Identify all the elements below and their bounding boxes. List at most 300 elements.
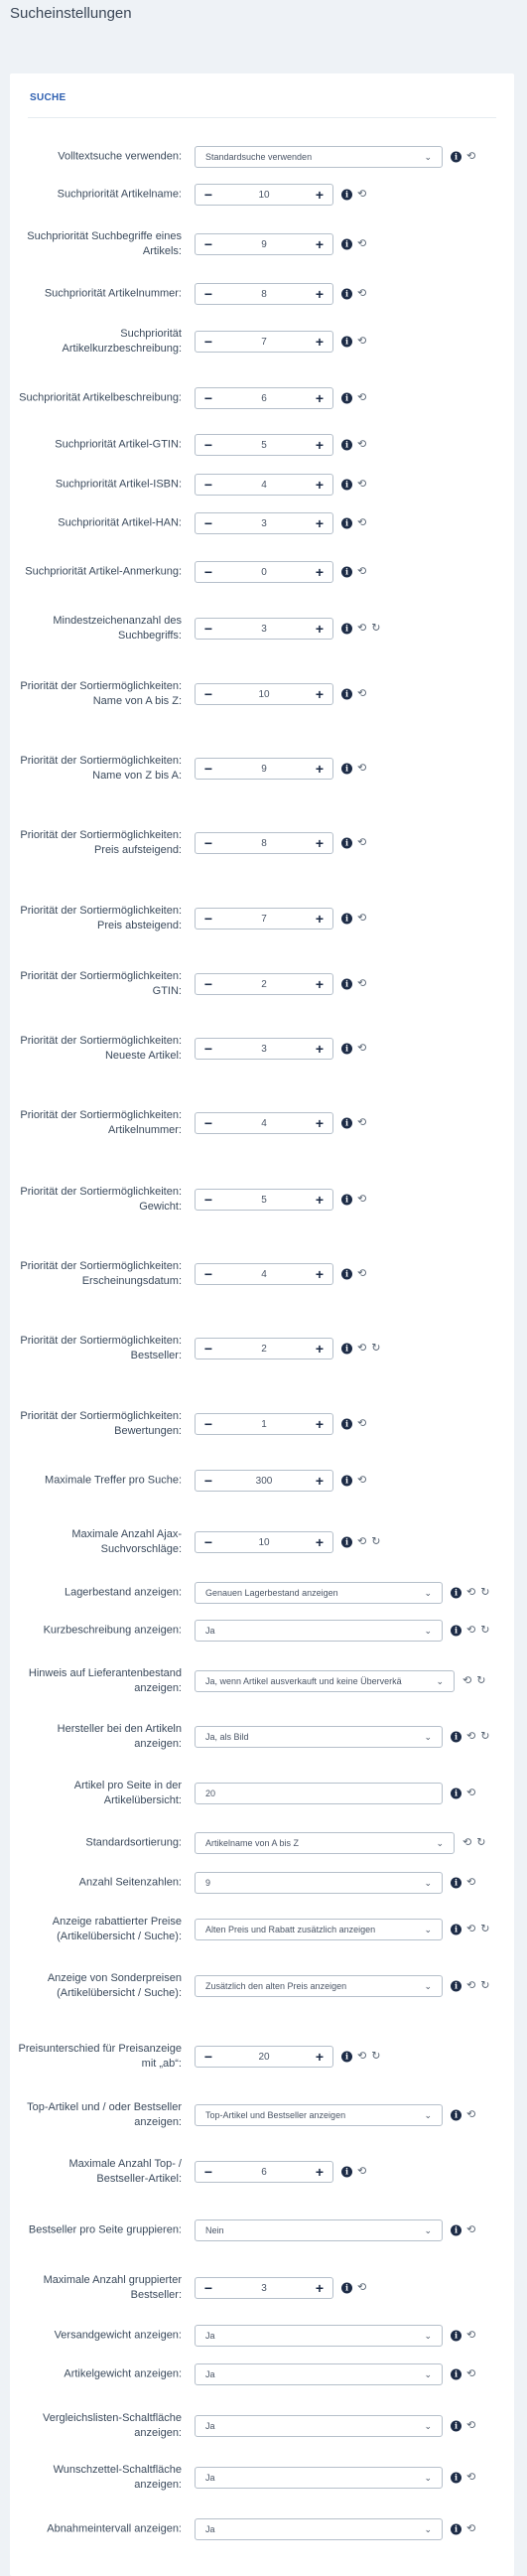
info-icon[interactable]: i: [451, 1626, 461, 1637]
stepper-value[interactable]: 300: [255, 1475, 273, 1487]
reset-icon[interactable]: ⟲: [357, 1342, 367, 1355]
setting-label: Suchpriorität Suchbegriffe eines Artikels:: [27, 230, 182, 257]
chevron-down-icon: ⌄: [424, 1625, 432, 1636]
decrement-button[interactable]: −: [203, 286, 213, 302]
decrement-button[interactable]: −: [203, 1341, 213, 1357]
select-dropdown[interactable]: [195, 1620, 443, 1642]
reset-icon[interactable]: ⟲: [357, 565, 367, 578]
reset-icon[interactable]: ⟲: [466, 1979, 476, 1992]
info-icon[interactable]: i: [451, 1878, 461, 1889]
increment-button[interactable]: +: [315, 1266, 325, 1282]
decrement-button[interactable]: −: [203, 437, 213, 453]
increment-button[interactable]: +: [315, 835, 325, 851]
reset-icon[interactable]: ⟲: [466, 2522, 476, 2535]
number-stepper[interactable]: [195, 1263, 333, 1285]
info-icon[interactable]: i: [341, 518, 352, 529]
number-stepper[interactable]: [195, 387, 333, 409]
setting-label: Preisunterschied für Preisanzeige mit „ab“:: [18, 2043, 182, 2070]
info-icon[interactable]: i: [341, 624, 352, 635]
setting-actions: [341, 393, 366, 404]
select-dropdown[interactable]: [195, 1670, 455, 1692]
select-dropdown[interactable]: [195, 2219, 443, 2241]
reset-icon[interactable]: ⟲: [357, 478, 367, 491]
reset-icon[interactable]: ⟲: [466, 2329, 476, 2342]
reset-icon[interactable]: ⟲: [466, 1586, 476, 1599]
reset-icon[interactable]: ⟲: [357, 516, 367, 529]
increment-button[interactable]: +: [315, 1192, 325, 1208]
chevron-down-icon: ⌄: [424, 2472, 432, 2483]
reset-icon[interactable]: ⟲: [357, 1193, 367, 1206]
decrement-button[interactable]: −: [203, 477, 213, 493]
setting-label: Priorität der Sortiermöglichkeiten: GTIN:: [20, 970, 182, 997]
info-icon[interactable]: i: [341, 914, 352, 925]
increment-button[interactable]: +: [315, 334, 325, 350]
stepper-value[interactable]: 3: [261, 517, 267, 529]
number-stepper[interactable]: [195, 1338, 333, 1360]
decrement-button[interactable]: −: [203, 334, 213, 350]
increment-button[interactable]: +: [315, 390, 325, 406]
reset-icon[interactable]: ⟲: [466, 1787, 476, 1799]
info-icon[interactable]: i: [451, 1789, 461, 1799]
select-dropdown[interactable]: [195, 1832, 455, 1854]
info-icon[interactable]: i: [341, 567, 352, 578]
stepper-value[interactable]: 7: [261, 336, 267, 348]
setting-label: Priorität der Sortiermöglichkeiten: Bestseller:: [20, 1335, 182, 1361]
decrement-button[interactable]: −: [203, 1041, 213, 1057]
reset-icon[interactable]: ⟲: [357, 1116, 367, 1129]
info-icon[interactable]: i: [341, 1044, 352, 1055]
setting-label: Hinweis auf Lieferantenbestand anzeigen:: [28, 1667, 182, 1694]
increment-button[interactable]: +: [315, 2164, 325, 2180]
setting-label: Priorität der Sortiermöglichkeiten: Name von Z bis A:: [20, 755, 182, 782]
info-icon[interactable]: i: [451, 152, 461, 163]
setting-actions: [451, 2473, 475, 2484]
chevron-down-icon: ⌄: [424, 1924, 432, 1934]
increment-button[interactable]: +: [315, 437, 325, 453]
sync-icon[interactable]: ↻: [480, 1586, 490, 1599]
number-stepper[interactable]: [195, 2277, 333, 2299]
setting-actions: [451, 1588, 489, 1599]
reset-icon[interactable]: ⟲: [462, 1836, 472, 1849]
stepper-value[interactable]: 7: [261, 913, 267, 925]
info-icon[interactable]: i: [341, 979, 352, 990]
info-icon[interactable]: i: [341, 2052, 352, 2063]
stepper-value[interactable]: 9: [261, 763, 267, 775]
reset-icon[interactable]: ⟲: [357, 1417, 367, 1430]
select-value: Ja: [205, 2524, 215, 2534]
setting-label: Priorität der Sortiermöglichkeiten: Erscheinungsdatum:: [20, 1260, 182, 1287]
setting-label: Suchpriorität Artikelname:: [57, 188, 182, 201]
reset-icon[interactable]: ⟲: [466, 2471, 476, 2484]
info-icon[interactable]: i: [341, 2283, 352, 2294]
select-value: Genauen Lagerbestand anzeigen: [205, 1588, 338, 1598]
info-icon[interactable]: i: [451, 2369, 461, 2380]
setting-label: Versandgewicht anzeigen:: [54, 2329, 182, 2342]
select-value: Alten Preis und Rabatt zusätzlich anzeigen: [205, 1925, 376, 1934]
chevron-down-icon: ⌄: [424, 1980, 432, 1991]
chevron-down-icon: ⌄: [424, 1877, 432, 1888]
number-stepper[interactable]: [195, 2161, 333, 2183]
reset-icon[interactable]: ⟲: [357, 687, 367, 700]
select-value: Ja: [205, 2331, 215, 2341]
increment-button[interactable]: +: [315, 1416, 325, 1432]
number-stepper[interactable]: [195, 1470, 333, 1492]
info-icon[interactable]: i: [451, 2473, 461, 2484]
setting-label: Artikel pro Seite in der Artikelübersicht:: [73, 1780, 182, 1806]
reset-icon[interactable]: ⟲: [466, 1876, 476, 1889]
number-stepper[interactable]: [195, 512, 333, 534]
info-icon[interactable]: i: [341, 190, 352, 201]
info-icon[interactable]: i: [451, 2524, 461, 2535]
info-icon[interactable]: i: [451, 1925, 461, 1935]
select-dropdown[interactable]: [195, 1726, 443, 1748]
info-icon[interactable]: i: [451, 1732, 461, 1743]
setting-actions: [341, 1537, 380, 1548]
stepper-value[interactable]: 2: [261, 1343, 267, 1355]
select-dropdown[interactable]: [195, 1582, 443, 1604]
reset-icon[interactable]: ⟲: [466, 1730, 476, 1743]
chevron-down-icon: ⌄: [424, 2330, 432, 2341]
stepper-value[interactable]: 10: [258, 1536, 270, 1548]
stepper-value[interactable]: 0: [261, 566, 267, 578]
number-stepper[interactable]: [195, 683, 333, 705]
setting-label: Maximale Anzahl Ajax-Suchvorschläge:: [71, 1528, 182, 1555]
reset-icon[interactable]: ⟲: [357, 912, 367, 925]
sync-icon[interactable]: ↻: [480, 1979, 490, 1992]
reset-icon[interactable]: ⟲: [357, 622, 367, 635]
decrement-button[interactable]: −: [203, 1416, 213, 1432]
stepper-value[interactable]: 6: [261, 2166, 267, 2178]
sync-icon[interactable]: ↻: [480, 1730, 490, 1743]
info-icon[interactable]: i: [341, 393, 352, 404]
setting-actions: [451, 2110, 475, 2121]
sync-icon[interactable]: ↻: [371, 1535, 381, 1548]
setting-label: Wunschzettel-Schaltfläche anzeigen:: [53, 2464, 182, 2491]
increment-button[interactable]: +: [315, 515, 325, 531]
setting-label: Priorität der Sortiermöglichkeiten: Gewicht:: [20, 1186, 182, 1213]
increment-button[interactable]: +: [315, 621, 325, 637]
setting-label: Vergleichslisten-Schaltfläche anzeigen:: [42, 2412, 182, 2439]
decrement-button[interactable]: −: [203, 515, 213, 531]
reset-icon[interactable]: ⟲: [357, 2165, 367, 2178]
select-dropdown[interactable]: [195, 2363, 443, 2385]
decrement-button[interactable]: −: [203, 2049, 213, 2065]
reset-icon[interactable]: ⟲: [466, 1624, 476, 1637]
setting-label: Bestseller pro Seite gruppieren:: [28, 2223, 182, 2236]
select-dropdown[interactable]: [195, 2518, 443, 2540]
decrement-button[interactable]: −: [203, 835, 213, 851]
reset-icon[interactable]: ⟲: [466, 150, 476, 163]
number-stepper[interactable]: [195, 184, 333, 206]
select-value: Ja: [205, 1626, 215, 1636]
select-dropdown[interactable]: [195, 1872, 443, 1894]
setting-actions: [341, 239, 366, 250]
setting-actions: [341, 1476, 366, 1487]
decrement-button[interactable]: −: [203, 686, 213, 702]
reset-icon[interactable]: ⟲: [357, 287, 367, 300]
reset-icon[interactable]: ⟲: [466, 2223, 476, 2236]
decrement-button[interactable]: −: [203, 2164, 213, 2180]
reset-icon[interactable]: ⟲: [357, 188, 367, 201]
number-stepper[interactable]: [195, 283, 333, 305]
increment-button[interactable]: +: [315, 1534, 325, 1550]
number-stepper[interactable]: [195, 618, 333, 640]
reset-icon[interactable]: ⟲: [462, 1674, 472, 1687]
setting-label: Standardsortierung:: [85, 1836, 182, 1849]
number-stepper[interactable]: [195, 1038, 333, 1060]
increment-button[interactable]: +: [315, 2049, 325, 2065]
decrement-button[interactable]: −: [203, 236, 213, 252]
stepper-value[interactable]: 8: [261, 288, 267, 300]
chevron-down-icon: ⌄: [424, 2109, 432, 2120]
select-value: Ja, als Bild: [205, 1732, 249, 1742]
setting-actions: [341, 518, 366, 529]
select-dropdown[interactable]: [195, 146, 443, 168]
setting-actions: [451, 2369, 475, 2380]
info-icon[interactable]: i: [451, 2331, 461, 2342]
number-stepper[interactable]: [195, 233, 333, 255]
stepper-value[interactable]: 4: [261, 479, 267, 491]
reset-icon[interactable]: ⟲: [357, 1535, 367, 1548]
setting-label: Suchpriorität Artikelkurzbeschreibung:: [62, 328, 182, 355]
setting-actions: [341, 1419, 366, 1430]
setting-label: Priorität der Sortiermöglichkeiten: Preis absteigend:: [20, 905, 182, 931]
text-input[interactable]: 20: [195, 1783, 443, 1804]
select-dropdown[interactable]: [195, 2104, 443, 2126]
reset-icon[interactable]: ⟲: [357, 438, 367, 451]
info-icon[interactable]: i: [451, 2110, 461, 2121]
info-icon[interactable]: i: [341, 1419, 352, 1430]
sync-icon[interactable]: ↻: [371, 1342, 381, 1355]
select-value: Ja, wenn Artikel ausverkauft und keine Überverkä: [205, 1676, 402, 1686]
number-stepper[interactable]: [195, 832, 333, 854]
select-value: Nein: [205, 2225, 224, 2235]
setting-label: Maximale Anzahl gruppierter Bestseller:: [43, 2274, 182, 2301]
reset-icon[interactable]: ⟲: [357, 237, 367, 250]
decrement-button[interactable]: −: [203, 621, 213, 637]
setting-label: Suchpriorität Artikel-HAN:: [58, 516, 182, 529]
number-stepper[interactable]: [195, 474, 333, 496]
number-stepper[interactable]: [195, 758, 333, 780]
number-stepper[interactable]: [195, 1531, 333, 1553]
sync-icon[interactable]: ↻: [480, 1624, 490, 1637]
setting-label: Kurzbeschreibung anzeigen:: [43, 1624, 182, 1637]
setting-actions: [341, 2283, 366, 2294]
reset-icon[interactable]: ⟲: [357, 1267, 367, 1280]
decrement-button[interactable]: −: [203, 1473, 213, 1489]
setting-label: Abnahmeintervall anzeigen:: [47, 2522, 182, 2535]
reset-icon[interactable]: ⟲: [357, 391, 367, 404]
stepper-value[interactable]: 10: [258, 688, 270, 700]
increment-button[interactable]: +: [315, 1041, 325, 1057]
setting-label: Priorität der Sortiermöglichkeiten: Name von A bis Z:: [20, 680, 182, 707]
select-value: Ja: [205, 2421, 215, 2431]
reset-icon[interactable]: ⟲: [357, 977, 367, 990]
info-icon[interactable]: i: [341, 1269, 352, 1280]
increment-button[interactable]: +: [315, 686, 325, 702]
increment-button[interactable]: +: [315, 1473, 325, 1489]
setting-actions: [451, 2225, 475, 2236]
select-dropdown[interactable]: [195, 2325, 443, 2347]
increment-button[interactable]: +: [315, 2280, 325, 2296]
chevron-down-icon: ⌄: [424, 2420, 432, 2431]
decrement-button[interactable]: −: [203, 1192, 213, 1208]
reset-icon[interactable]: ⟲: [357, 836, 367, 849]
chevron-down-icon: ⌄: [424, 1587, 432, 1598]
setting-label: Maximale Anzahl Top- / Bestseller-Artikel:: [68, 2158, 182, 2185]
info-icon[interactable]: i: [341, 1118, 352, 1129]
increment-button[interactable]: +: [315, 564, 325, 580]
info-icon[interactable]: i: [451, 2421, 461, 2432]
number-stepper[interactable]: [195, 908, 333, 930]
info-icon[interactable]: i: [451, 1588, 461, 1599]
increment-button[interactable]: +: [315, 761, 325, 777]
setting-actions: [451, 2421, 475, 2432]
reset-icon[interactable]: ⟲: [466, 2108, 476, 2121]
setting-actions: [341, 764, 366, 775]
decrement-button[interactable]: −: [203, 1115, 213, 1131]
setting-label: Lagerbestand anzeigen:: [64, 1586, 182, 1599]
decrement-button[interactable]: −: [203, 761, 213, 777]
reset-icon[interactable]: ⟲: [357, 2281, 367, 2294]
setting-label: Priorität der Sortiermöglichkeiten: Artikelnummer:: [20, 1109, 182, 1136]
info-icon[interactable]: i: [341, 480, 352, 491]
select-value: Ja: [205, 2473, 215, 2483]
decrement-button[interactable]: −: [203, 2280, 213, 2296]
chevron-down-icon: ⌄: [424, 151, 432, 162]
stepper-value[interactable]: 3: [261, 623, 267, 635]
number-stepper[interactable]: [195, 1189, 333, 1211]
number-stepper[interactable]: [195, 1413, 333, 1435]
select-value: Standardsuche verwenden: [205, 152, 313, 162]
setting-label: Anzahl Seitenzahlen:: [78, 1876, 182, 1889]
stepper-value[interactable]: 4: [261, 1268, 267, 1280]
page-title: Sucheinstellungen: [10, 5, 132, 22]
setting-actions: [341, 1269, 366, 1280]
setting-actions: [462, 1676, 485, 1687]
info-icon[interactable]: i: [341, 440, 352, 451]
sync-icon[interactable]: ↻: [371, 2050, 381, 2063]
setting-label: Volltextsuche verwenden:: [58, 150, 182, 163]
number-stepper[interactable]: [195, 434, 333, 456]
setting-label: Mindestzeichenanzahl des Suchbegriffs:: [53, 615, 182, 642]
setting-actions: [341, 1118, 366, 1129]
info-icon[interactable]: i: [451, 1981, 461, 1992]
decrement-button[interactable]: −: [203, 564, 213, 580]
number-stepper[interactable]: [195, 561, 333, 583]
decrement-button[interactable]: −: [203, 187, 213, 203]
setting-label: Anzeige rabattierter Preise (Artikelübersicht / Suche):: [52, 1916, 182, 1942]
number-stepper[interactable]: [195, 973, 333, 995]
increment-button[interactable]: +: [315, 911, 325, 927]
increment-button[interactable]: +: [315, 1115, 325, 1131]
number-stepper[interactable]: [195, 1112, 333, 1134]
setting-actions: [341, 480, 366, 491]
setting-label: Priorität der Sortiermöglichkeiten: Bewertungen:: [20, 1410, 182, 1437]
stepper-value[interactable]: 4: [261, 1117, 267, 1129]
setting-actions: [341, 624, 380, 635]
increment-button[interactable]: +: [315, 236, 325, 252]
section-divider: [28, 117, 496, 118]
stepper-value[interactable]: 20: [258, 2051, 270, 2063]
stepper-value[interactable]: 3: [261, 2282, 267, 2294]
reset-icon[interactable]: ⟲: [357, 335, 367, 348]
sync-icon[interactable]: ↻: [476, 1674, 486, 1687]
info-icon[interactable]: i: [341, 838, 352, 849]
select-value: Ja: [205, 2369, 215, 2379]
setting-label: Artikelgewicht anzeigen:: [64, 2367, 182, 2380]
info-icon[interactable]: i: [341, 764, 352, 775]
info-icon[interactable]: i: [341, 2167, 352, 2178]
info-icon[interactable]: i: [341, 337, 352, 348]
number-stepper[interactable]: [195, 331, 333, 353]
info-icon[interactable]: i: [341, 289, 352, 300]
reset-icon[interactable]: ⟲: [357, 1474, 367, 1487]
stepper-value[interactable]: 6: [261, 392, 267, 404]
increment-button[interactable]: +: [315, 976, 325, 992]
decrement-button[interactable]: −: [203, 1266, 213, 1282]
setting-actions: [462, 1838, 485, 1849]
stepper-value[interactable]: 8: [261, 837, 267, 849]
select-value: Zusätzlich den alten Preis anzeigen: [205, 1981, 347, 1991]
info-icon[interactable]: i: [451, 2225, 461, 2236]
select-dropdown[interactable]: [195, 1975, 443, 1997]
sync-icon[interactable]: ↻: [480, 1923, 490, 1935]
increment-button[interactable]: +: [315, 477, 325, 493]
increment-button[interactable]: +: [315, 286, 325, 302]
setting-actions: [451, 1732, 489, 1743]
reset-icon[interactable]: ⟲: [466, 2367, 476, 2380]
info-icon[interactable]: i: [341, 239, 352, 250]
decrement-button[interactable]: −: [203, 976, 213, 992]
select-value: Artikelname von A bis Z: [205, 1838, 300, 1848]
select-dropdown[interactable]: [195, 1919, 443, 1940]
info-icon[interactable]: i: [341, 1476, 352, 1487]
decrement-button[interactable]: −: [203, 911, 213, 927]
stepper-value[interactable]: 2: [261, 978, 267, 990]
setting-label: Priorität der Sortiermöglichkeiten: Neueste Artikel:: [20, 1035, 182, 1062]
decrement-button[interactable]: −: [203, 1534, 213, 1550]
number-stepper[interactable]: [195, 2046, 333, 2068]
select-dropdown[interactable]: [195, 2415, 443, 2437]
reset-icon[interactable]: ⟲: [357, 762, 367, 775]
stepper-value[interactable]: 10: [258, 189, 270, 201]
increment-button[interactable]: +: [315, 1341, 325, 1357]
reset-icon[interactable]: ⟲: [466, 1923, 476, 1935]
stepper-value[interactable]: 3: [261, 1043, 267, 1055]
reset-icon[interactable]: ⟲: [466, 2419, 476, 2432]
setting-label: Anzeige von Sonderpreisen (Artikelübersicht / Suche):: [47, 1972, 182, 1999]
info-icon[interactable]: i: [341, 689, 352, 700]
select-dropdown[interactable]: [195, 2467, 443, 2489]
stepper-value[interactable]: 1: [261, 1418, 267, 1430]
setting-actions: [341, 838, 366, 849]
increment-button[interactable]: +: [315, 187, 325, 203]
decrement-button[interactable]: −: [203, 390, 213, 406]
stepper-value[interactable]: 5: [261, 1194, 267, 1206]
info-icon[interactable]: i: [341, 1195, 352, 1206]
sync-icon[interactable]: ↻: [371, 622, 381, 635]
setting-actions: [341, 1344, 380, 1355]
reset-icon[interactable]: ⟲: [357, 1042, 367, 1055]
info-icon[interactable]: i: [341, 1344, 352, 1355]
setting-label: Top-Artikel und / oder Bestseller anzeigen:: [27, 2101, 182, 2128]
info-icon[interactable]: i: [341, 1537, 352, 1548]
stepper-value[interactable]: 9: [261, 238, 267, 250]
sync-icon[interactable]: ↻: [476, 1836, 486, 1849]
stepper-value[interactable]: 5: [261, 439, 267, 451]
reset-icon[interactable]: ⟲: [357, 2050, 367, 2063]
